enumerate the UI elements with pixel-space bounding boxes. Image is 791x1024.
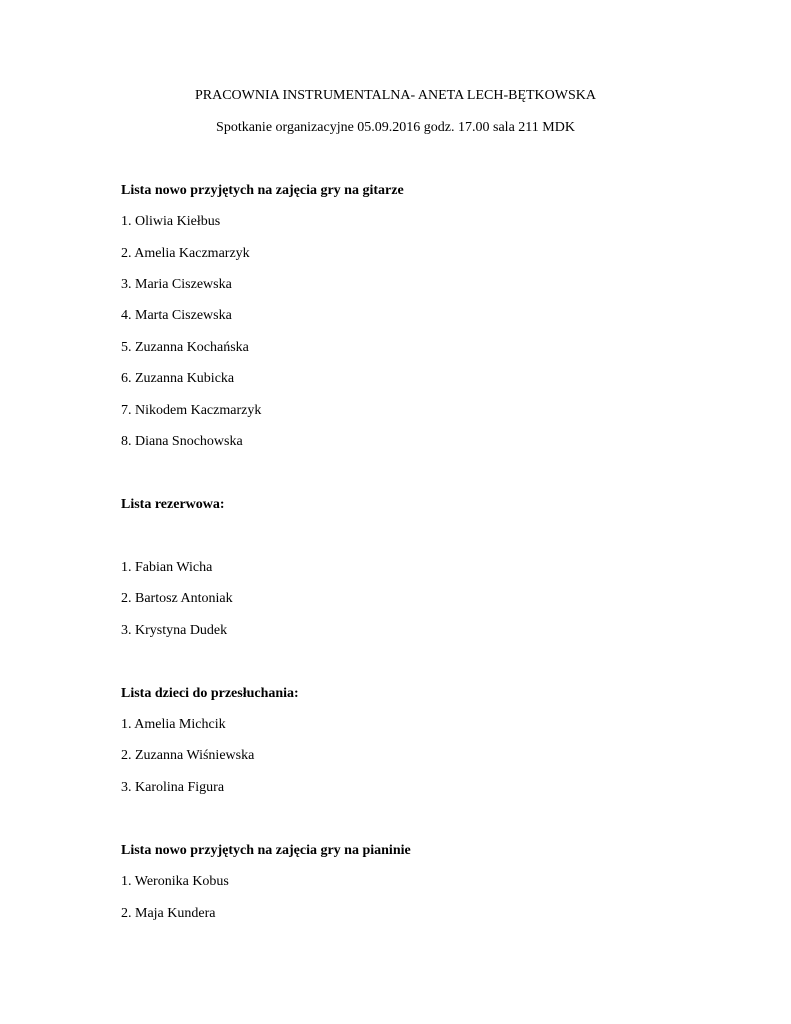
section-heading-audition: Lista dzieci do przesłuchania: [121,686,299,701]
list-item: 6. Zuzanna Kubicka [121,371,235,386]
list-item: 2. Bartosz Antoniak [121,591,233,606]
list-item: 1. Weronika Kobus [121,874,229,889]
section-heading-piano: Lista nowo przyjętych na zajęcia gry na pianinie [121,843,411,858]
list-item: 8. Diana Snochowska [121,434,243,449]
list-item: 4. Marta Ciszewska [121,308,232,323]
document-subtitle: Spotkanie organizacyjne 05.09.2016 godz. 17.00 sala 211 MDK [216,120,575,135]
document-title: PRACOWNIA INSTRUMENTALNA- ANETA LECH-BĘTKOWSKA [194,88,597,103]
list-item: 3. Maria Ciszewska [121,277,232,292]
section-heading-reserve: Lista rezerwowa: [121,497,225,512]
list-item: 2. Zuzanna Wiśniewska [121,748,255,763]
list-item: 7. Nikodem Kaczmarzyk [121,403,262,418]
list-item: 3. Karolina Figura [121,780,225,795]
list-item: 2. Maja Kundera [121,906,216,921]
list-item: 1. Fabian Wicha [121,560,213,575]
section-heading-guitar: Lista nowo przyjętych na zajęcia gry na gitarze [121,183,404,198]
list-item: 2. Amelia Kaczmarzyk [121,246,250,261]
list-item: 1. Amelia Michcik [121,717,226,732]
list-item: 3. Krystyna Dudek [121,623,228,638]
list-item: 5. Zuzanna Kochańska [121,340,249,355]
list-item: 1. Oliwia Kiełbus [121,214,221,229]
